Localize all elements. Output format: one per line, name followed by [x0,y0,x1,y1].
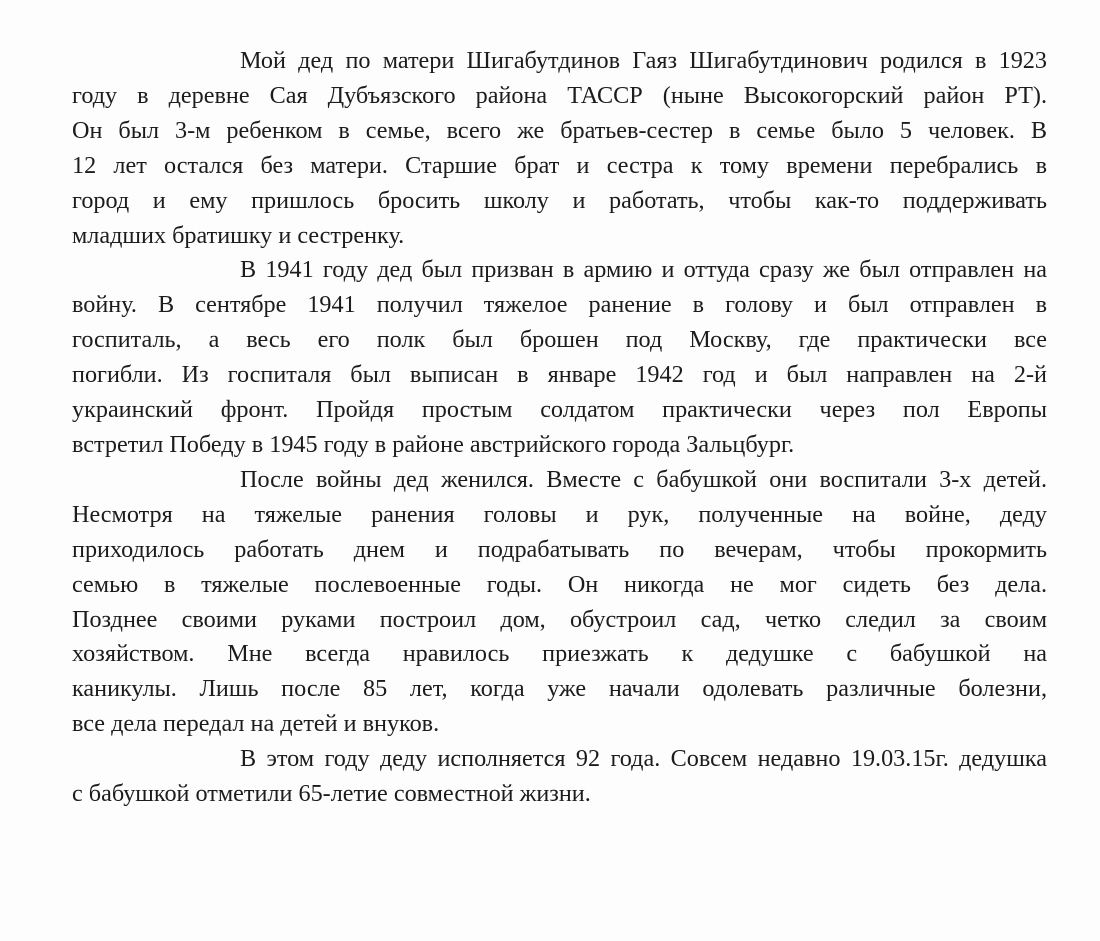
paragraph-line: погибли. Из госпиталя был выписан в январе 1942 год и был направлен на 2-й [72,361,1047,389]
paragraph-3 [72,463,1047,742]
paragraph-line: приходилось работать днем и подрабатывать по вечерам, чтобы прокормить [72,535,1047,563]
paragraph-4 [72,742,1047,812]
paragraph-line: украинский фронт. Пройдя простым солдатом практически через пол Европы [72,396,1047,424]
paragraph-line: 12 лет остался без матери. Старшие брат и сестра к тому времени перебрались в [72,151,1047,179]
paragraph-line: Несмотря на тяжелые ранения головы и рук, полученные на войне, деду [72,500,1047,528]
paragraph-line: госпиталь, а весь его полк был брошен под Москву, где практически все [72,326,1047,354]
paragraph-2 [72,253,1047,462]
paragraph-line: хозяйством. Мне всегда нравилось приезжать к дедушке с бабушкой на [72,640,1047,668]
paragraph-line: каникулы. Лишь после 85 лет, когда уже начали одолевать различные болезни, [72,675,1047,703]
paragraph-line: Он был 3-м ребенком в семье, всего же братьев-сестер в семье было 5 человек. В [72,116,1047,144]
paragraph-line: Мой дед по матери Шигабутдинов Гаяз Шигабутдинович родился в 1923 [240,47,1047,74]
paragraph-line: Позднее своими руками построил дом, обустроил сад, четко следил за своим [72,605,1047,633]
paragraph-line: В 1941 году дед был призван в армию и оттуда сразу же был отправлен на [240,256,1047,284]
paragraph-line: младших братишку и сестренку. [72,221,405,249]
paragraph-line: войну. В сентябре 1941 получил тяжелое ранение в голову и был отправлен в [72,291,1047,319]
paragraph-line: с бабушкой отметили 65-летие совместной жизни. [72,780,591,808]
paragraph-line: город и ему пришлось бросить школу и работать, чтобы как-то поддерживать [72,186,1047,214]
paragraph-line: семью в тяжелые послевоенные годы. Он никогда не мог сидеть без дела. [72,570,1047,598]
document-text [72,44,1047,812]
paragraph-line: году в деревне Сая Дубъязского района ТАССР (ныне Высокогорский район РТ). [72,81,1047,109]
paragraph-line: После войны дед женился. Вместе с бабушкой они воспитали 3-х детей. [240,465,1047,493]
paragraph-line: встретил Победу в 1945 году в районе австрийского города Зальцбург. [72,430,795,458]
paragraph-1 [72,44,1047,253]
paragraph-line: В этом году деду исполняется 92 года. Совсем недавно 19.03.15г. дедушка [240,745,1047,773]
paragraph-line: все дела передал на детей и внуков. [72,710,440,738]
